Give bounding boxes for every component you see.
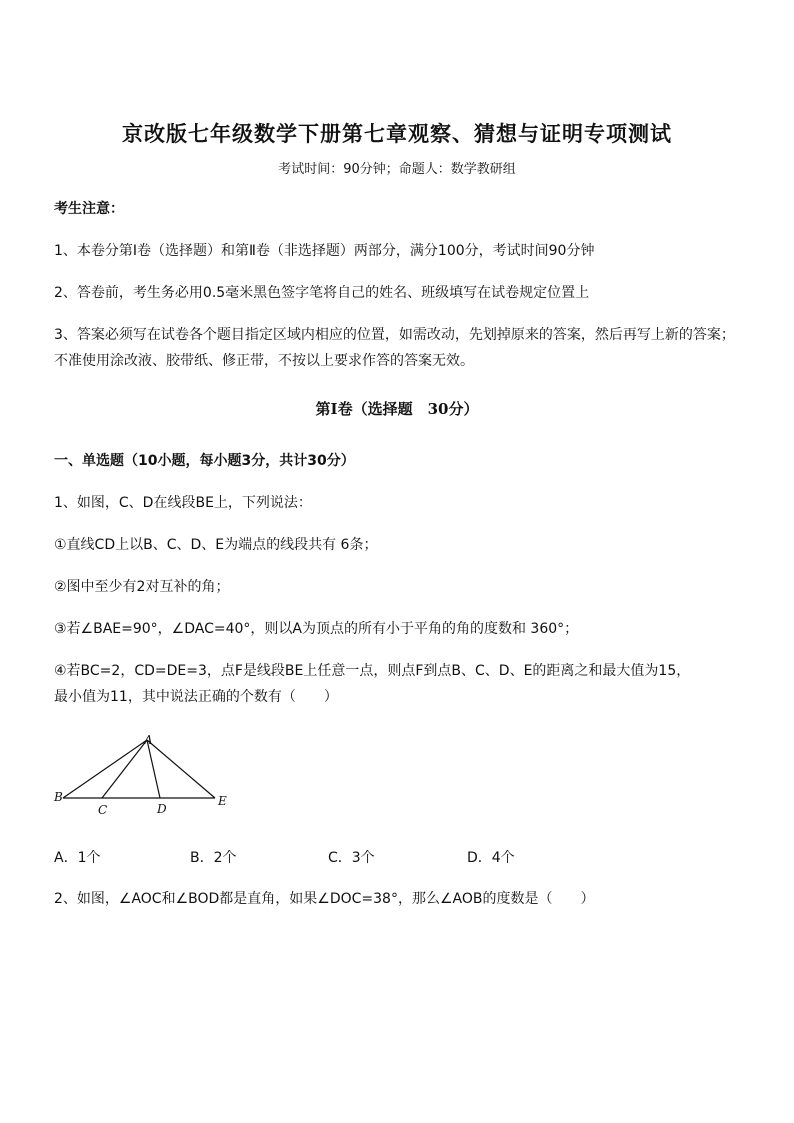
segment-AE	[147, 740, 215, 798]
section-heading: 一、单选题（10小题，每小题3分，共计30分）	[54, 453, 355, 469]
question-1-statement-4-cont: 最小值为11，其中说法正确的个数有（ ）	[54, 689, 338, 705]
question-1-statement-3: ③若∠BAE=90°，∠DAC=40°，则以A为顶点的所有小于平角的角的度数和 360°；	[54, 621, 579, 637]
triangle-figure	[50, 730, 250, 825]
label-A: A	[144, 733, 153, 747]
notice-item: 1、本卷分第Ⅰ卷（选择题）和第Ⅱ卷（非选择题）两部分，满分100分，考试时间90分钟	[54, 243, 595, 259]
notice-item: 3、答案必须写在试卷各个题目指定区域内相应的位置，如需改动，先划掉原来的答案，然后再写上新的答案；不准使用涂改液、胶带纸、修正带，不按以上要求作答的答案无效。	[54, 327, 735, 369]
option-d[interactable]: D．4个	[467, 850, 515, 866]
option-c[interactable]: C．3个	[328, 850, 375, 866]
question-1-statement-2: ②图中至少有2对互补的角；	[54, 579, 230, 595]
question-1-stem: 1、如图，C、D在线段BE上，下列说法：	[54, 495, 312, 511]
part-heading: 第Ⅰ卷（选择题 30分）	[315, 400, 479, 418]
label-C: C	[98, 803, 108, 817]
page-subtitle: 考试时间：90分钟；命题人：数学教研组	[278, 162, 516, 177]
page-title: 京改版七年级数学下册第七章观察、猜想与证明专项测试	[122, 121, 672, 146]
question-1-statement-4: ④若BC=2，CD=DE=3，点F是线段BE上任意一点，则点F到点B、C、D、E的距离之和最大值为15，	[54, 663, 691, 679]
notice-heading: 考生注意：	[54, 201, 124, 217]
option-b[interactable]: B．2个	[190, 850, 237, 866]
segment-AB	[63, 740, 147, 798]
label-D: D	[157, 802, 167, 816]
label-B: B	[54, 790, 63, 804]
question-2-stem: 2、如图，∠AOC和∠BOD都是直角，如果∠DOC=38°，那么∠AOB的度数是（ ）	[54, 891, 595, 907]
question-1-statement-1: ①直线CD上以B、C、D、E为端点的线段共有 6条；	[54, 537, 378, 553]
option-a[interactable]: A．1个	[54, 850, 101, 866]
label-E: E	[218, 794, 227, 808]
notice-item: 2、答卷前，考生务必用0.5毫米黑色签字笔将自己的姓名、班级填写在试卷规定位置上	[54, 285, 590, 301]
segment-AC	[102, 740, 147, 798]
